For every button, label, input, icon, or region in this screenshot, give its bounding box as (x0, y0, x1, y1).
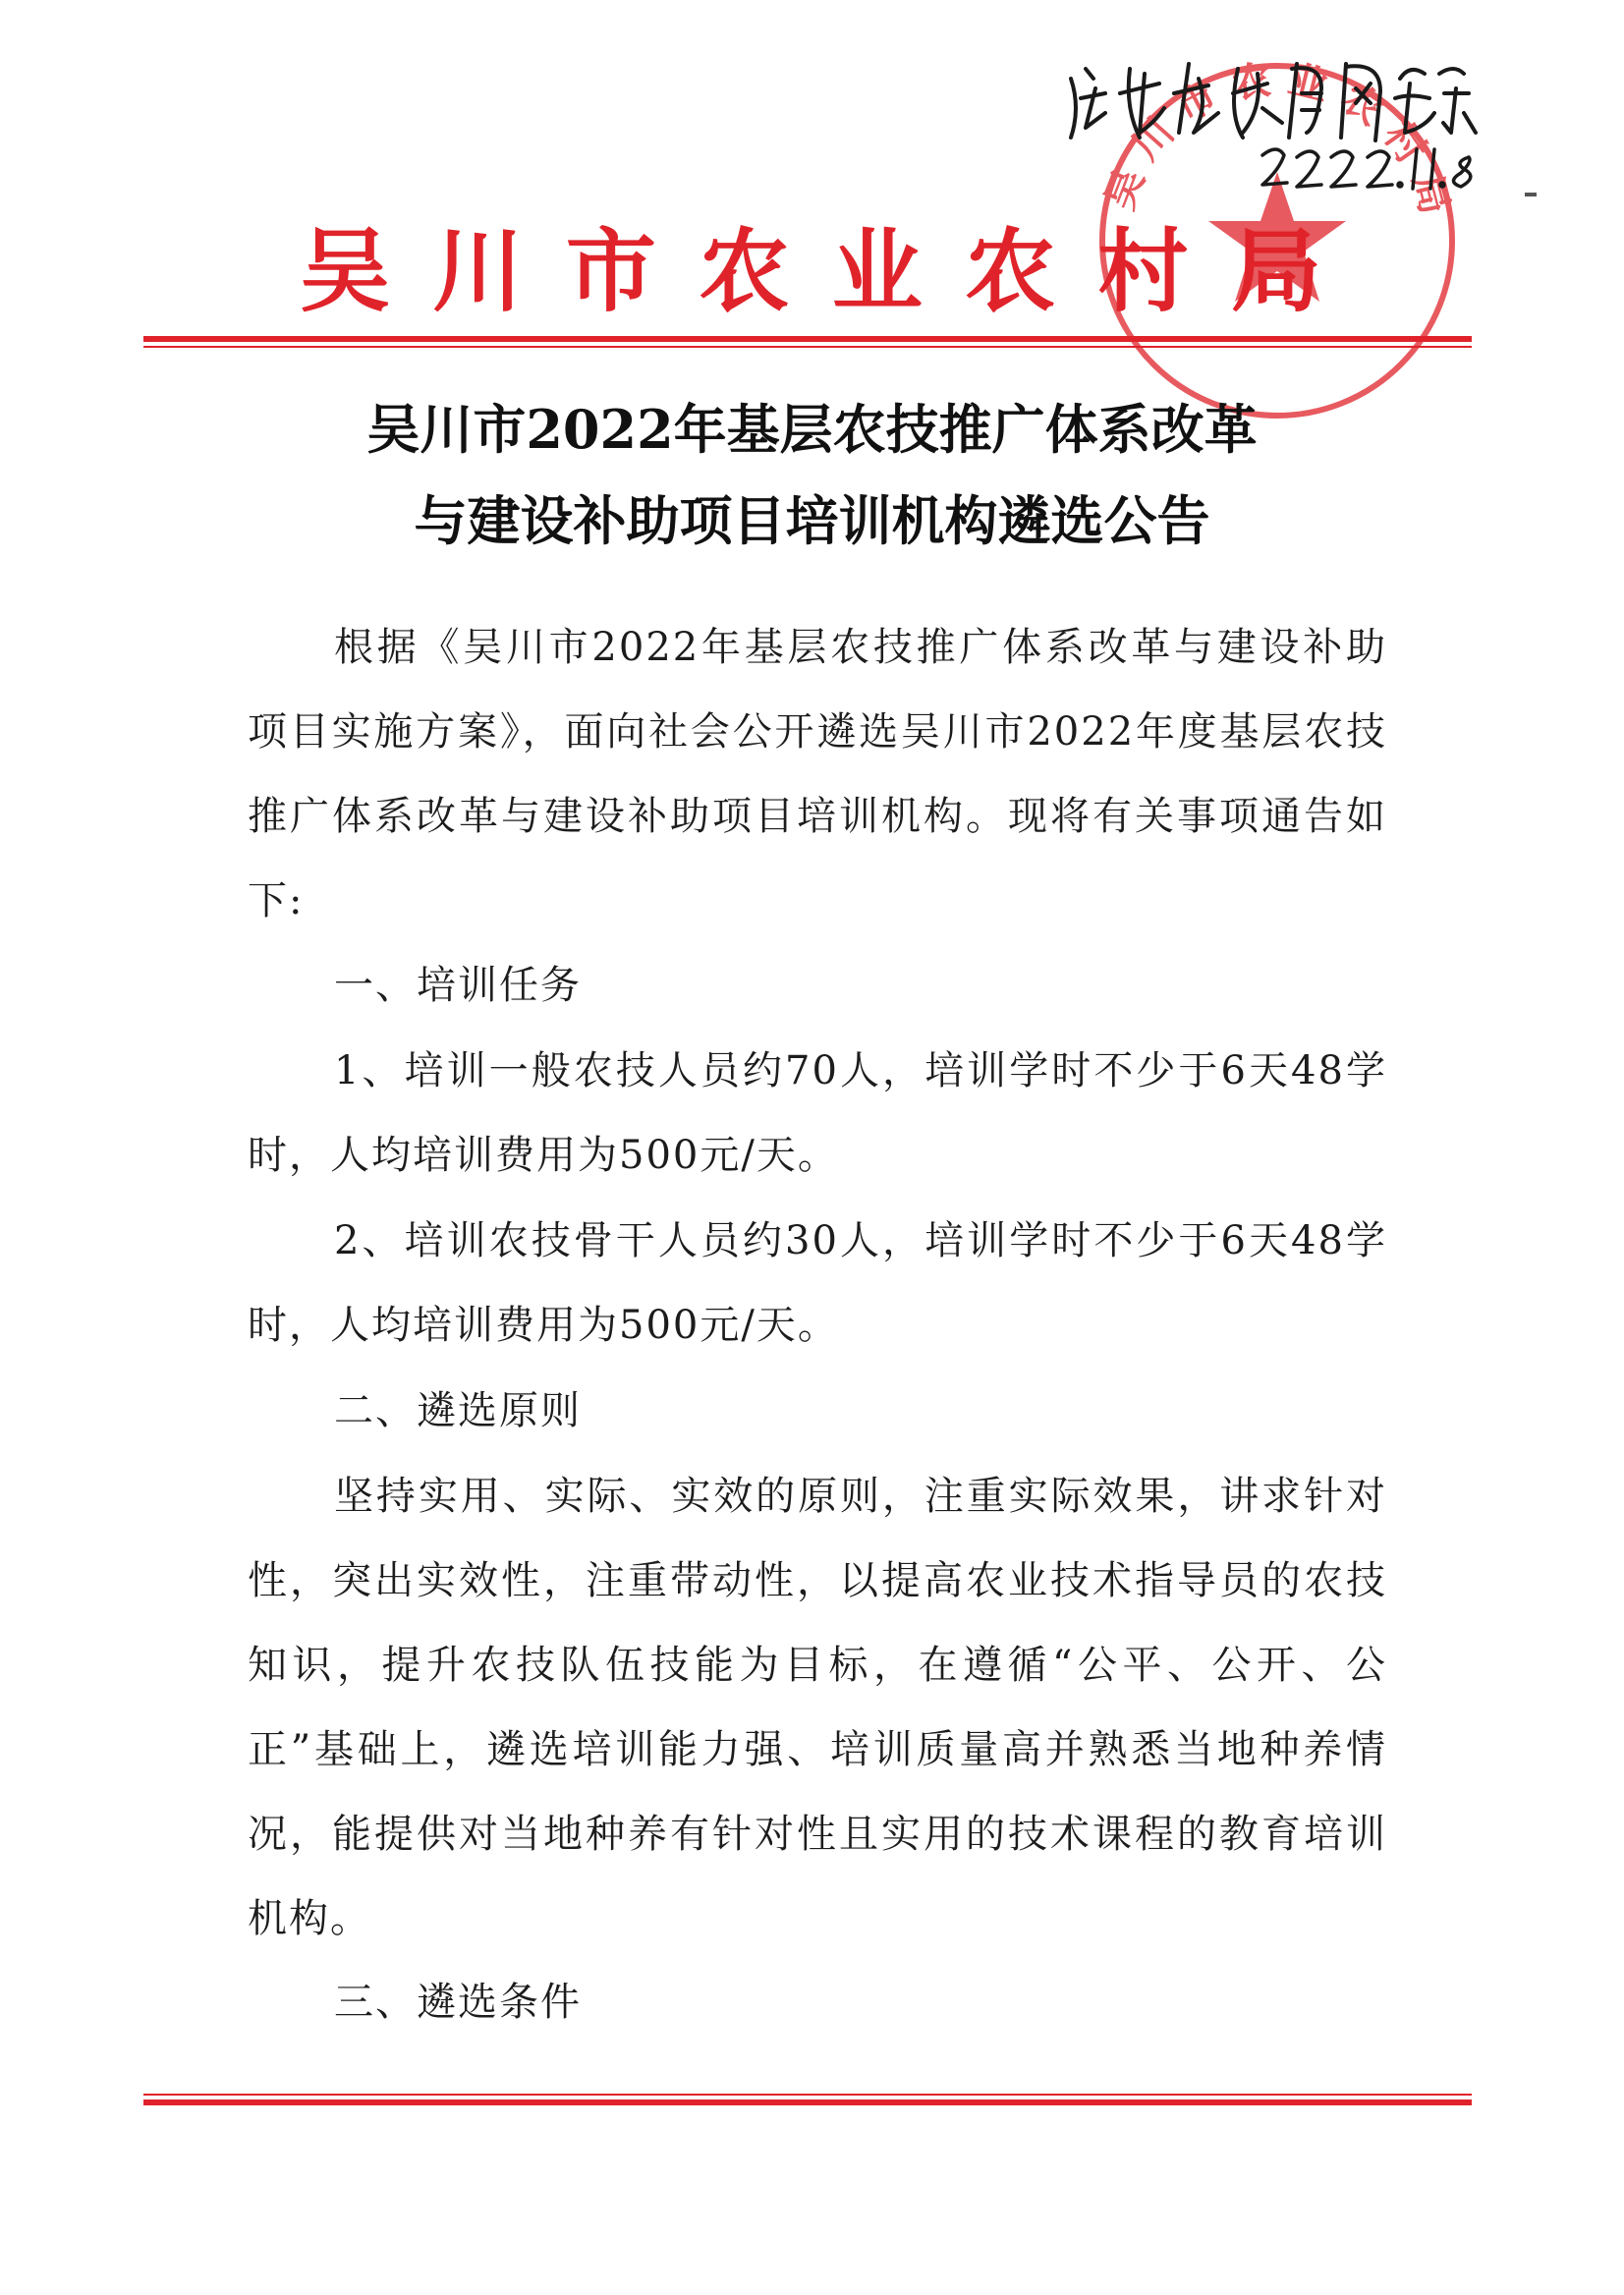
document-title-line-2: 与建设补助项目培训机构遴选公告 (414, 489, 1210, 552)
intro-paragraph: 根据《吴川市2022年基层农技推广体系改革与建设补助项目实施方案》，面向社会公开遴选吴川市2022年度基层农技推广体系改革与建设补助项目培训机构。现将有关事项通告如下: (248, 625, 1387, 924)
svg-text:吴川市农业农村局: 吴川市农业农村局 (1096, 56, 1461, 233)
handwritten-annotation (1051, 39, 1493, 206)
scan-margin-mark (1525, 193, 1537, 196)
org-title-char: 吴 (300, 219, 391, 324)
org-title (300, 218, 1321, 326)
org-title-char: 局 (1230, 219, 1321, 324)
document-title-line-1: 吴川市2022年基层农技推广体系改革 (366, 398, 1258, 461)
section-heading-training-tasks: 一、培训任务 (334, 963, 582, 1008)
selection-principles-paragraph: 坚持实用、实际、实效的原则，注重实际效果，讲求针对性，突出实效性，注重带动性，以提高农业技术指导员的农技知识，提升农技队伍技能为目标，在遵循“公平、公开、公正”基础上，遴选培训能力强、培训质量高并熟悉当地种养情况，能提供对当地种养有针对性且实用的技术课程的教育培训机构。 (248, 1474, 1387, 1941)
org-title-char: 村 (1097, 219, 1189, 324)
training-item-2: 2、培训农技骨干人员约30人，培训学时不少于6天48学时，人均培训费用为500元/天。 (248, 1218, 1387, 1348)
org-title-char: 市 (565, 219, 656, 324)
org-title-char: 农 (699, 219, 790, 324)
footer-divider (143, 2094, 1472, 2105)
section-heading-selection-conditions: 三、遴选条件 (334, 1980, 582, 2025)
org-title-char: 业 (831, 219, 923, 324)
section-heading-selection-principles: 二、遴选原则 (334, 1388, 582, 1433)
header-divider (143, 336, 1472, 348)
org-title-char: 农 (965, 219, 1056, 324)
org-title-char: 川 (432, 219, 524, 324)
training-item-1: 1、培训一般农技人员约70人，培训学时不少于6天48学时，人均培训费用为500元/天。 (248, 1048, 1387, 1178)
